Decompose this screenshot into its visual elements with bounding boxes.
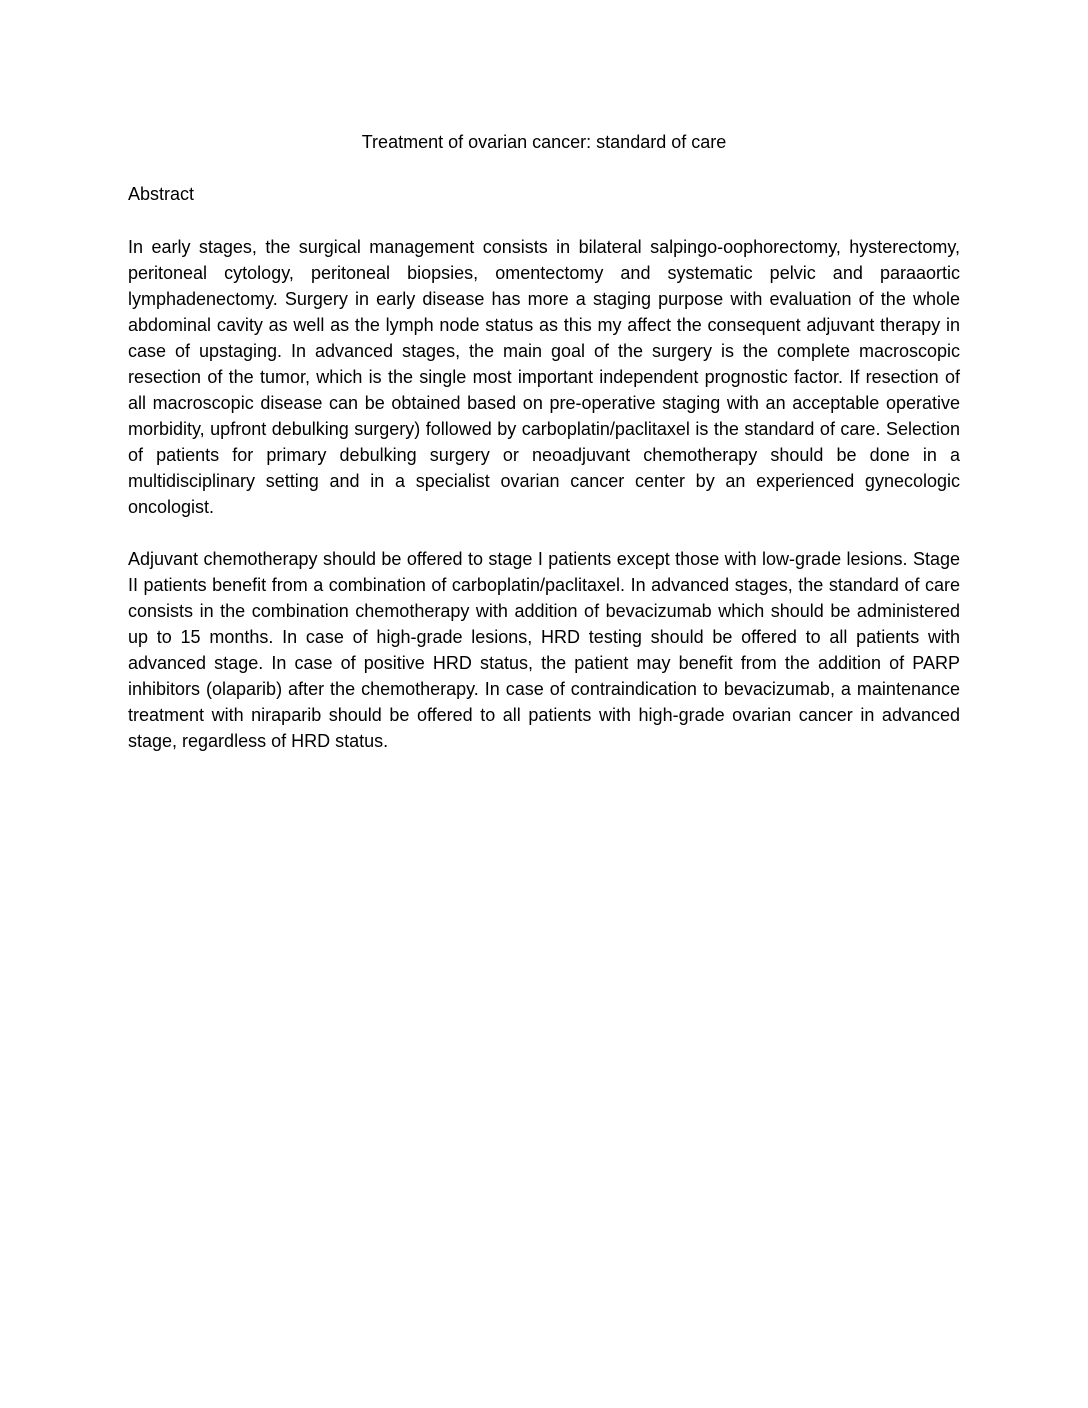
abstract-paragraph: Adjuvant chemotherapy should be offered to stage I patients except those with low-grade lesions. Stage II patients benefit from a combination of carboplatin/paclitaxel. In advanced stages, the standard of care consists in the combination chemotherapy with addition of bevacizumab which should be administered up to 15 months. In case of high-grade lesions, HRD testing should be offered to all patients with advanced stage. In case of positive HRD status, the patient may benefit from the addition of PARP inhibitors (olaparib) after the chemotherapy. In case of contraindication to bevacizumab, a maintenance treatment with niraparib should be offered to all patients with high-grade ovarian cancer in advanced stage, regardless of HRD status. xyxy=(128,549,960,751)
abstract-heading: Abstract xyxy=(128,184,195,204)
abstract-paragraph: In early stages, the surgical management consists in bilateral salpingo-oophorectomy, hysterectomy, peritoneal cytology, peritoneal biopsies, omentectomy and systematic pelvic and paraaortic lymphadenectomy. Surgery in early disease has more a staging purpose with evaluation of the whole abdominal cavity as well as the lymph node status as this my affect the consequent adjuvant therapy in case of upstaging. In advanced stages, the main goal of the surgery is the complete macroscopic resection of the tumor, which is the single most important independent prognostic factor. If resection of all macroscopic disease can be obtained based on pre-operative staging with an acceptable operative morbidity, upfront debulking surgery) followed by carboplatin/paclitaxel is the standard of care. Selection of patients for primary debulking surgery or neoadjuvant chemotherapy should be done in a multidisciplinary setting and in a specialist ovarian cancer center by an experienced gynecologic oncologist. xyxy=(128,237,960,517)
document-title: Treatment of ovarian cancer: standard of care xyxy=(361,132,727,152)
